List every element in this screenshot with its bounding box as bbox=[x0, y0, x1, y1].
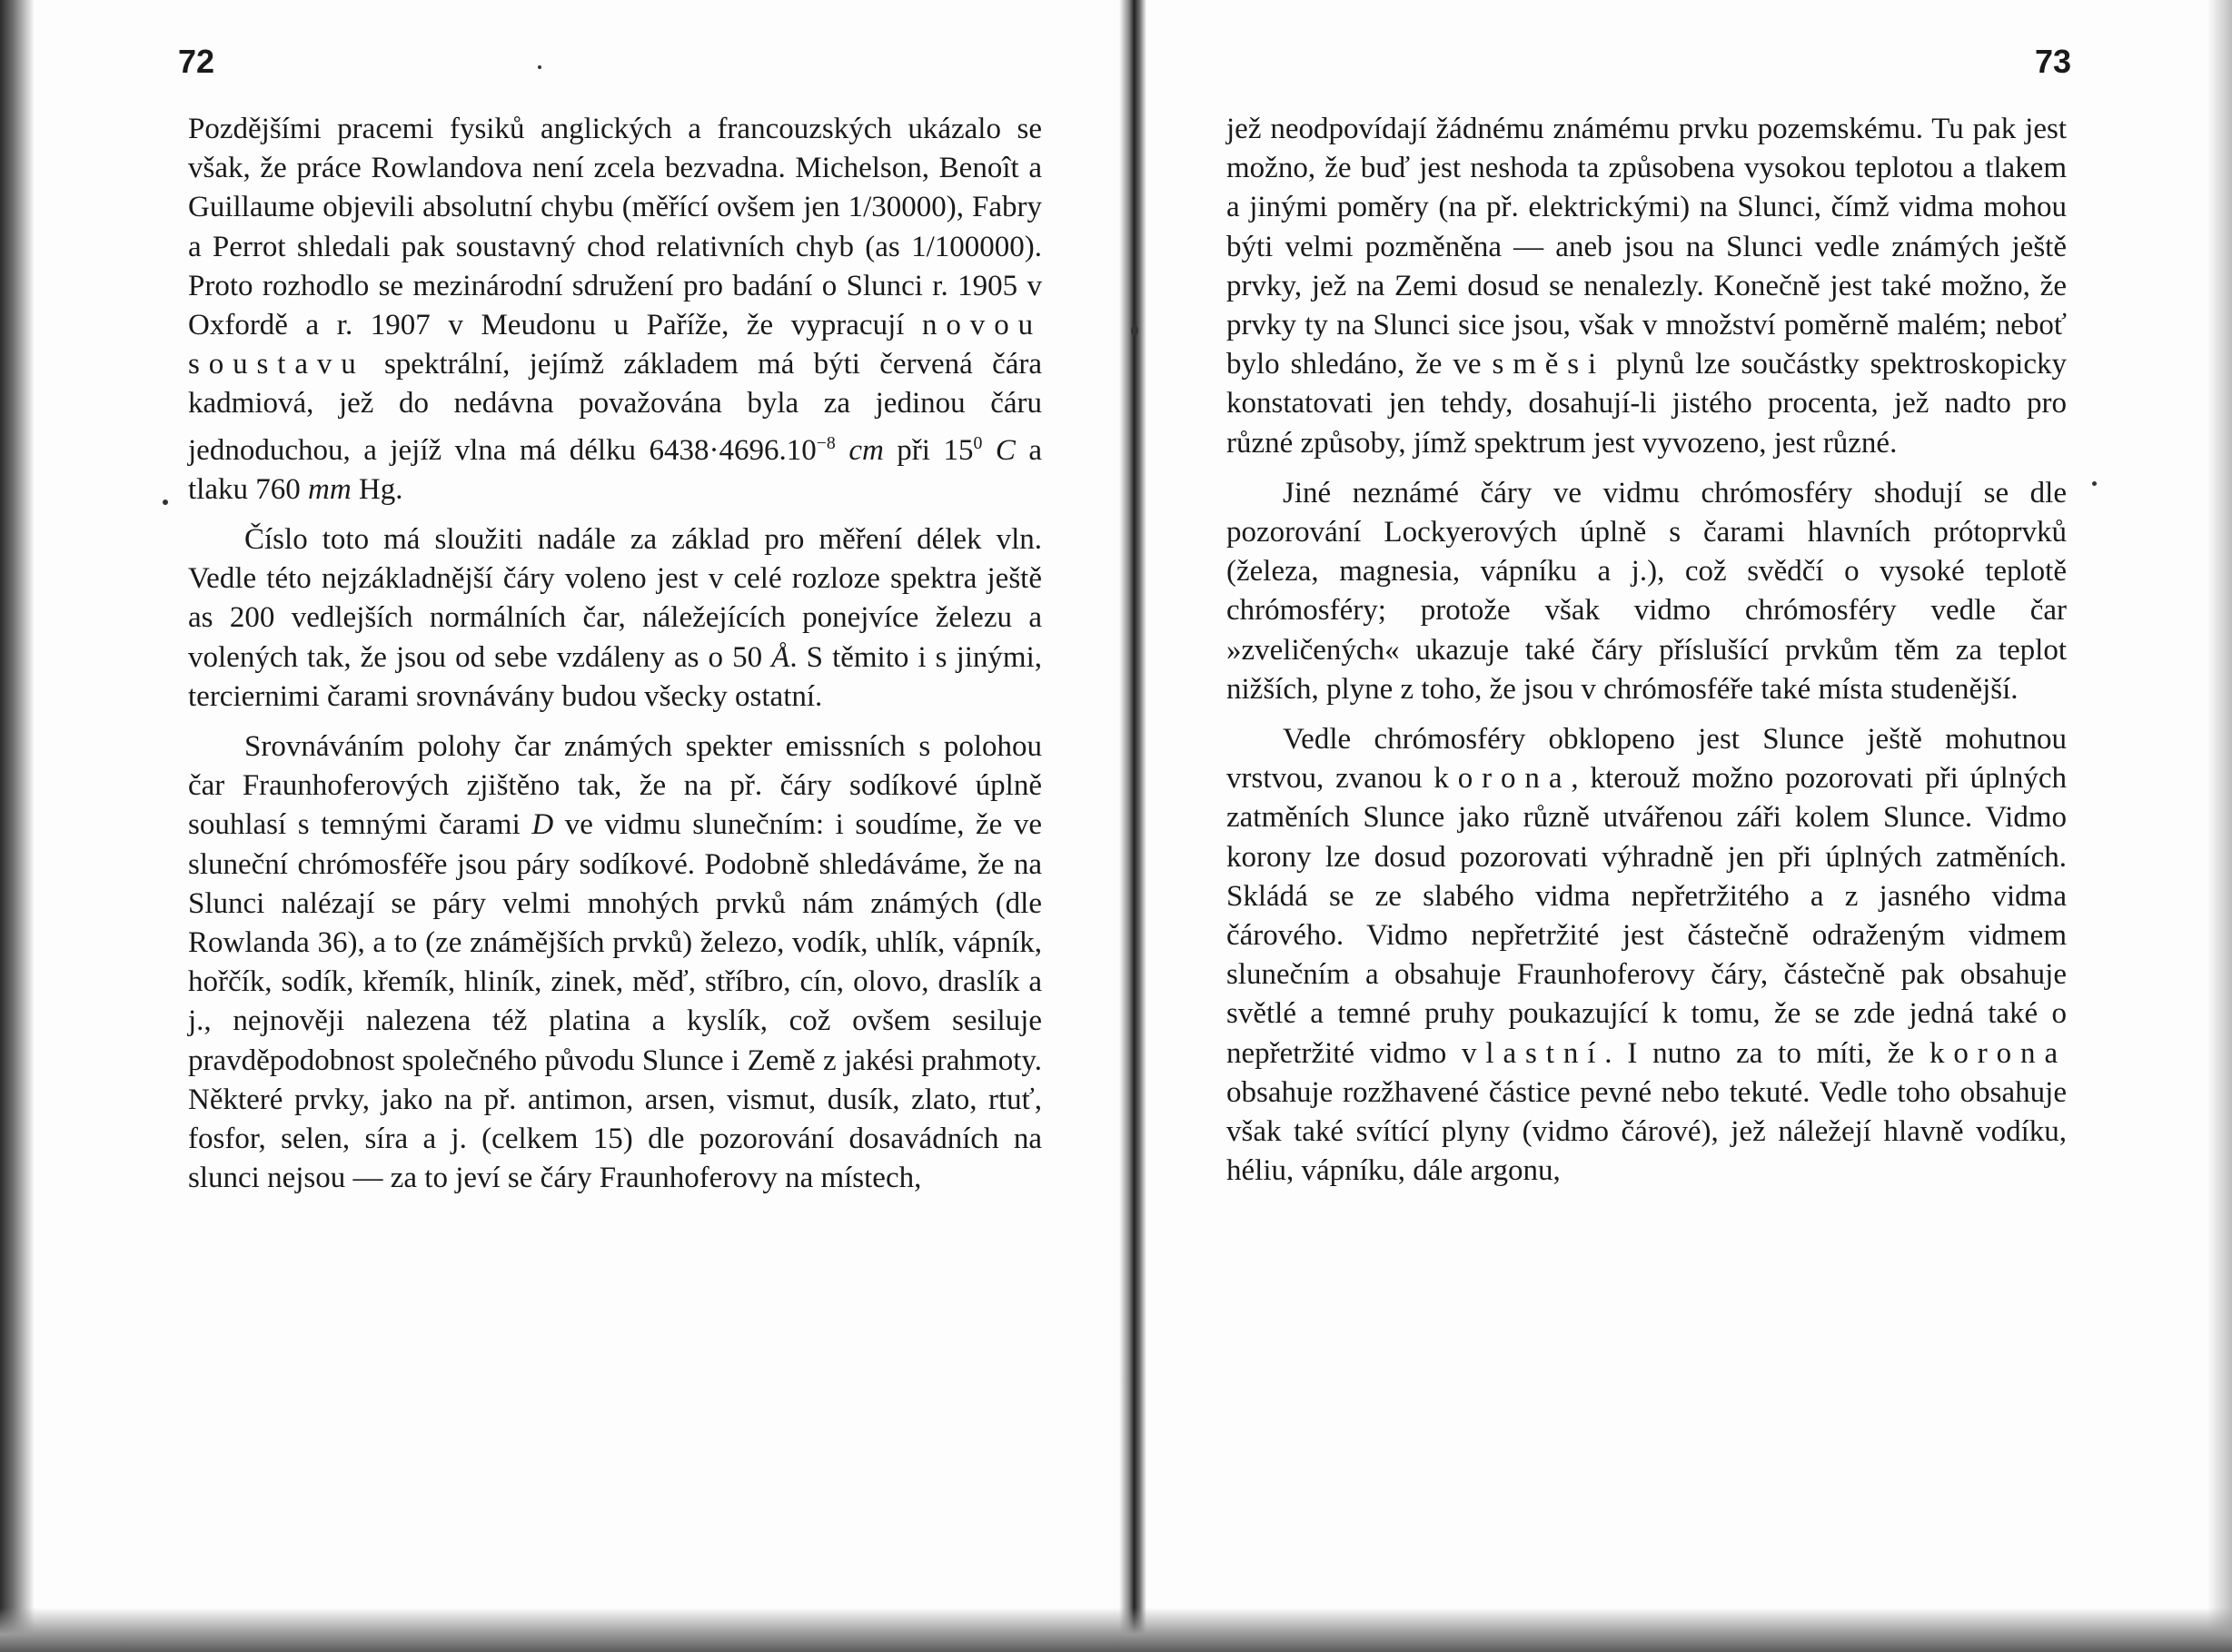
right-page-body bbox=[1226, 110, 2067, 1202]
text-run: spektrální, jejímž základem má býti červená čára kadmiová, jež do nedávna považována byla za jedinou čáru jednoduchou, a jejíž vlna má délku 6438·4696.10 bbox=[188, 348, 1042, 467]
paragraph bbox=[1226, 110, 2067, 463]
paragraph bbox=[1226, 474, 2067, 709]
spaced-text: novou soustavu bbox=[188, 309, 1042, 381]
book-right-edge-shadow bbox=[2207, 0, 2232, 1652]
text-run bbox=[982, 434, 996, 467]
italic-text: Å bbox=[771, 640, 790, 674]
speck bbox=[538, 65, 541, 69]
spaced-text: směsi bbox=[1492, 348, 1606, 381]
text-run: Hg. bbox=[351, 472, 403, 506]
text-run: ), Fabry a Perrot shledali pak soustavný chod relativních chyb (as bbox=[188, 191, 1043, 263]
page-number-right: 73 bbox=[2035, 43, 2072, 80]
text-run: ). Proto rozhodlo se mezinárodní sdružení pro badání o Slunci r. 1905 v Oxfordě a r. 1907 v Meudonu u Paříže, že vypracují bbox=[188, 230, 1042, 342]
text-run: Jiné neznámé čáry ve vidmu chrómosféry shodují se dle pozorování Lockyerových úplně s čarami hlavních prótoprvků (železa, magnesia, vápníku a j.), což svědčí o vysoké teplotě chrómosféry; protože však vidmo chrómosféry vedle čar »zveličených« ukazuje také čáry příslušící prvkům těm za teplot nižších, plyne z toho, že jsou v chrómosféře také místa studenější. bbox=[1226, 476, 2067, 706]
text-run bbox=[836, 434, 849, 467]
text-run: . S těmito i s jinými, terciernimi čarami srovnávány budou všecky ostatní. bbox=[188, 640, 1042, 713]
italic-text: mm bbox=[307, 472, 352, 506]
spaced-text: korona bbox=[1929, 1036, 2067, 1070]
book-bottom-edge-shadow bbox=[0, 1607, 2232, 1652]
text-run: , kterouž možno pozorovati při úplných zatměních Slunce jako různě utvářenou záři kolem Slunce. Vidmo korony lze dosud pozorovati výhradně jen při úplných zatměních. Skládá se ze slabého vidma nepřetržitého a z jasného vidma čárového. Vidmo nepřetržité jest částečně odraženým vidmem slunečním a obsahuje Fraunhoferovy čáry, částečně pak obsahuje světlé a temné pruhy poukazující k tomu, že se zde jedná také o nepřetržité vidmo bbox=[1226, 762, 2067, 1070]
superscript-text: −8 bbox=[816, 432, 836, 453]
text-run: . I nutno za to míti, že bbox=[1604, 1036, 1929, 1070]
text-run: a tlaku 760 bbox=[188, 433, 1042, 506]
italic-text: C bbox=[995, 433, 1016, 467]
text-run: 1/100000 bbox=[911, 230, 1025, 263]
text-run: při 15 bbox=[883, 433, 974, 467]
text-run: Srovnáváním polohy čar známých spekter emissních s polohou čar Fraunhoferových zjištěno tak, že na př. čáry sodíkové úplně souhlasí s temnými čarami bbox=[188, 730, 1042, 842]
book-left-edge-shadow bbox=[0, 0, 35, 1652]
superscript-text: 0 bbox=[973, 432, 983, 453]
spaced-text: korona bbox=[1433, 762, 1572, 796]
book-gutter-shadow bbox=[1119, 0, 1146, 1652]
left-page-body bbox=[188, 110, 1042, 1209]
speck bbox=[2092, 481, 2097, 486]
text-run: 1/30000 bbox=[848, 191, 947, 224]
text-run: ve vidmu slunečním: i soudíme, že ve sluneční chrómosféře jsou páry sodíkové. Podobně shledáváme, že na Slunci nalézají se páry velmi mnohých prvků nám známých (dle Rowlanda 36), a to (ze známějších prvků) železo, vodík, uhlík, vápník, hořčík, sodík, křemík, hliník, zinek, měď, stříbro, cín, olovo, draslík a j., nejnověji nalezena též platina a kyslík, což ovšem sesiluje pravděpodobnost společného původu Slunce i Země z jakési prahmoty. Některé prvky, jako na př. antimon, arsen, vismut, dusík, zlato, rtuť, fosfor, selen, síra a j. (celkem 15) dle pozorování dosavádních na slunci nejsou — za to jeví se čáry Fraunhoferovy na místech, bbox=[188, 808, 1042, 1195]
speck bbox=[1131, 325, 1138, 336]
speck bbox=[163, 500, 168, 505]
page-number-left: 72 bbox=[178, 43, 215, 80]
text-run: Vedle chrómosféry obklopeno jest Slunce ještě mohutnou vrstvou, zvanou bbox=[1226, 723, 2067, 796]
spaced-text: vlastní bbox=[1462, 1036, 1605, 1070]
paragraph bbox=[1226, 720, 2067, 1191]
paragraph bbox=[188, 110, 1042, 509]
paragraph bbox=[188, 727, 1042, 1198]
italic-text: cm bbox=[848, 433, 884, 467]
text-run: plynů lze součástky spektroskopicky konstatovati jen tehdy, dosahují-li jistého procenta, jež nadto pro různé způsoby, jímž spektrum jest vyvozeno, jest různé. bbox=[1226, 348, 2067, 460]
text-run: Číslo toto má sloužiti nadále za základ pro měření délek vln. Vedle této nejzákladnější čáry voleno jest v celé rozloze spektra ještě as 200 vedlejších normálních čar, náležejících ponejvíce železu a volených tak, že jsou od sebe vzdáleny as o 50 bbox=[188, 523, 1042, 674]
italic-text: D bbox=[531, 808, 554, 842]
text-run: jež neodpovídají žádnému známému prvku pozemskému. Tu pak jest možno, že buď jest neshoda ta způsobena vysokou teplotou a tlakem a jinými poměry (na př. elektrickými) na Slunci, čímž vidma mohou býti velmi pozměněna — aneb jsou na Slunci vedle známých ještě prvky, jež na Zemi dosud se nenalezly. Konečně jest také možno, že prvky ty na Slunci sice jsou, však v množství poměrně malém; neboť bylo shledáno, že ve bbox=[1226, 113, 2067, 381]
text-run: Pozdějšími pracemi fysiků anglických a francouzských ukázalo se však, že práce Rowlandova není zcela bezvadna. Michelson, Benoît a Guillaume objevili absolutní chybu (měřící ovšem jen bbox=[188, 113, 1042, 224]
text-run: obsahuje rozžhavené částice pevné nebo tekuté. Vedle toho obsahuje však také svítící plyny (vidmo čárové), jež náležejí hlavně vodíku, héliu, vápníku, dále argonu, bbox=[1226, 1075, 2067, 1188]
paragraph bbox=[188, 520, 1042, 717]
